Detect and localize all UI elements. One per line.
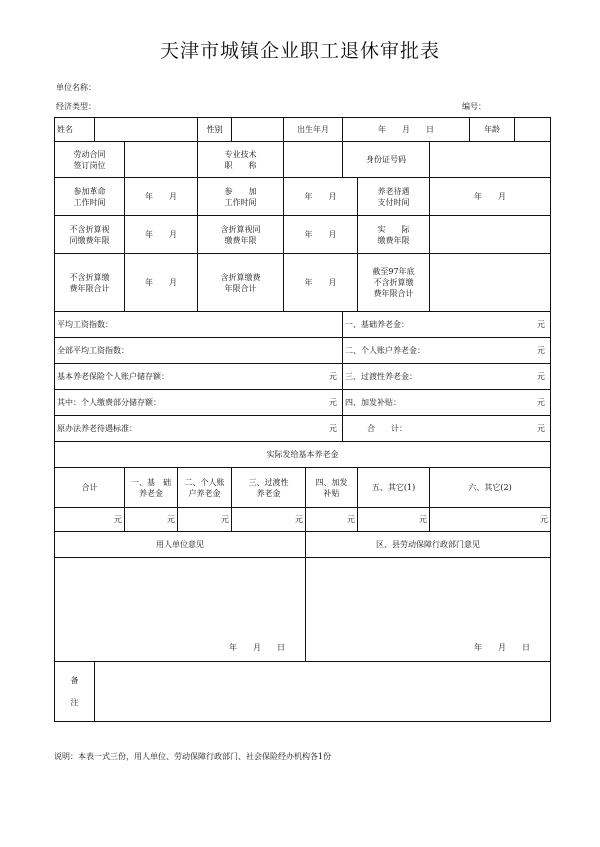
employer-opinion-label: 用人单位意见	[55, 532, 306, 558]
tech-title-label: 专业技术 职 称	[198, 142, 284, 178]
id-number-label: 身份证号码	[343, 142, 430, 178]
incl-deemed-label: 含折算视同 缴费年限	[198, 216, 284, 254]
actual-years-label: 实 际 缴费年限	[358, 216, 430, 254]
breakdown-other-1: 五、其它(1)	[358, 468, 430, 508]
yuan-unit: 元	[537, 320, 546, 329]
breakdown-personal-value[interactable]: 元	[178, 508, 232, 532]
row-deemed-years	[55, 216, 551, 254]
breakdown-transitional: 三、过渡性 养老金	[232, 468, 306, 508]
footnote: 说明：本表一式三份，用人单位、劳动保障行政部门、社会保险经办机构各1份	[54, 752, 332, 761]
row-opinions-body	[55, 558, 551, 662]
transitional-pension-label: 三、过渡性养老金：	[345, 372, 418, 381]
actual-years-value[interactable]	[430, 216, 551, 254]
row-remarks	[55, 662, 551, 722]
pension-pay-time-label: 养老待遇 支付时间	[358, 178, 430, 216]
row-work-time	[55, 178, 551, 216]
actual-pension-header: 实际发给基本养老金	[55, 442, 551, 468]
yuan-unit: 元	[537, 372, 546, 381]
base-pension-label: 一、基础养老金：	[345, 320, 410, 329]
by-97-total-label: 截至97年底 不含折算缴 费年限合计	[358, 254, 430, 312]
not-incl-total-label: 不含折算缴 费年限合计	[55, 254, 125, 312]
not-incl-total-value[interactable]: 年 月	[125, 254, 198, 312]
name-label: 姓名	[55, 118, 95, 142]
breakdown-total-label: 合计	[55, 468, 125, 508]
revolution-work-time-value[interactable]: 年 月	[125, 178, 198, 216]
breakdown-subsidy-value[interactable]: 元	[306, 508, 358, 532]
contract-post-field[interactable]	[125, 142, 198, 178]
breakdown-other-1-value[interactable]: 元	[358, 508, 430, 532]
yuan-unit: 元	[329, 398, 338, 407]
personal-pension-label: 二、个人账户养老金：	[345, 346, 426, 355]
form-title: 天津市城镇企业职工退休审批表	[159, 40, 440, 62]
row-calc-4	[55, 390, 551, 416]
birth-label: 出生年月	[284, 118, 343, 142]
old-standard-label: 原办法养老待遇标准：	[57, 424, 137, 433]
row-basic-info	[55, 118, 551, 142]
incl-deemed-value[interactable]: 年 月	[284, 216, 358, 254]
tech-title-field[interactable]	[284, 142, 343, 178]
labor-dept-opinion-area[interactable]	[306, 558, 551, 662]
row-total-years	[55, 254, 551, 312]
revolution-work-time-label: 参加革命 工作时间	[55, 178, 125, 216]
breakdown-personal: 二、个人账 户养老金	[178, 468, 232, 508]
breakdown-total-value[interactable]: 元	[55, 508, 125, 532]
breakdown-transitional-value[interactable]: 元	[232, 508, 306, 532]
pension-pay-time-value[interactable]: 年 月	[430, 178, 551, 216]
all-avg-wage-index-label: 全部平均工资指数：	[55, 338, 343, 364]
labor-dept-opinion-label: 区、县劳动保障行政部门意见	[306, 532, 551, 558]
work-time-value[interactable]: 年 月	[284, 178, 358, 216]
remarks-label: 备 注	[55, 662, 95, 722]
employer-opinion-area[interactable]	[55, 558, 306, 662]
remarks-field[interactable]	[95, 662, 551, 722]
gender-field[interactable]	[232, 118, 284, 142]
serial-no-label: 编号：	[462, 102, 486, 111]
row-calc-2	[55, 338, 551, 364]
unit-name-label: 单位名称：	[56, 83, 96, 92]
breakdown-other-2-value[interactable]: 元	[430, 508, 551, 532]
economy-type-label: 经济类型：	[56, 102, 96, 111]
avg-wage-index-label: 平均工资指数：	[55, 312, 343, 338]
row-calc-3	[55, 364, 551, 390]
yuan-unit: 元	[329, 424, 338, 433]
row-breakdown-labels	[55, 468, 551, 508]
row-breakdown-values	[55, 508, 551, 532]
contract-post-label: 劳动合同 签订岗位	[55, 142, 125, 178]
name-field[interactable]	[95, 118, 198, 142]
age-label: 年龄	[470, 118, 515, 142]
row-calc-5	[55, 416, 551, 442]
yuan-unit: 元	[329, 372, 338, 381]
row-actual-header	[55, 442, 551, 468]
by-97-total-value[interactable]	[430, 254, 551, 312]
row-calc-1	[55, 312, 551, 338]
age-field[interactable]	[515, 118, 551, 142]
approval-form-table	[54, 117, 551, 722]
gender-label: 性别	[198, 118, 232, 142]
row-opinions-header	[55, 532, 551, 558]
breakdown-base: 一、基 础 养老金	[125, 468, 178, 508]
yuan-unit: 元	[537, 346, 546, 355]
breakdown-subsidy: 四、加发 补贴	[306, 468, 358, 508]
breakdown-other-2: 六、其它(2)	[430, 468, 551, 508]
total-label: 合 计：	[367, 424, 408, 433]
labor-dept-opinion-date: 年 月 日	[474, 643, 531, 652]
birth-date[interactable]: 年 月 日	[343, 118, 470, 142]
work-time-label: 参 加 工作时间	[198, 178, 284, 216]
employer-opinion-date: 年 月 日	[229, 643, 286, 652]
personal-part-label: 其中：个人缴费部分储存额：	[57, 398, 161, 407]
subsidy-label: 四、加发补贴：	[345, 398, 402, 407]
breakdown-base-value[interactable]: 元	[125, 508, 178, 532]
incl-total-value[interactable]: 年 月	[284, 254, 358, 312]
yuan-unit: 元	[537, 424, 546, 433]
not-incl-deemed-value[interactable]: 年 月	[125, 216, 198, 254]
incl-total-label: 含折算缴费 年限合计	[198, 254, 284, 312]
id-number-field[interactable]	[430, 142, 551, 178]
account-balance-label: 基本养老保险个人账户储存额：	[57, 372, 169, 381]
yuan-unit: 元	[537, 398, 546, 407]
not-incl-deemed-label: 不含折算视 同缴费年限	[55, 216, 125, 254]
row-contract	[55, 142, 551, 178]
